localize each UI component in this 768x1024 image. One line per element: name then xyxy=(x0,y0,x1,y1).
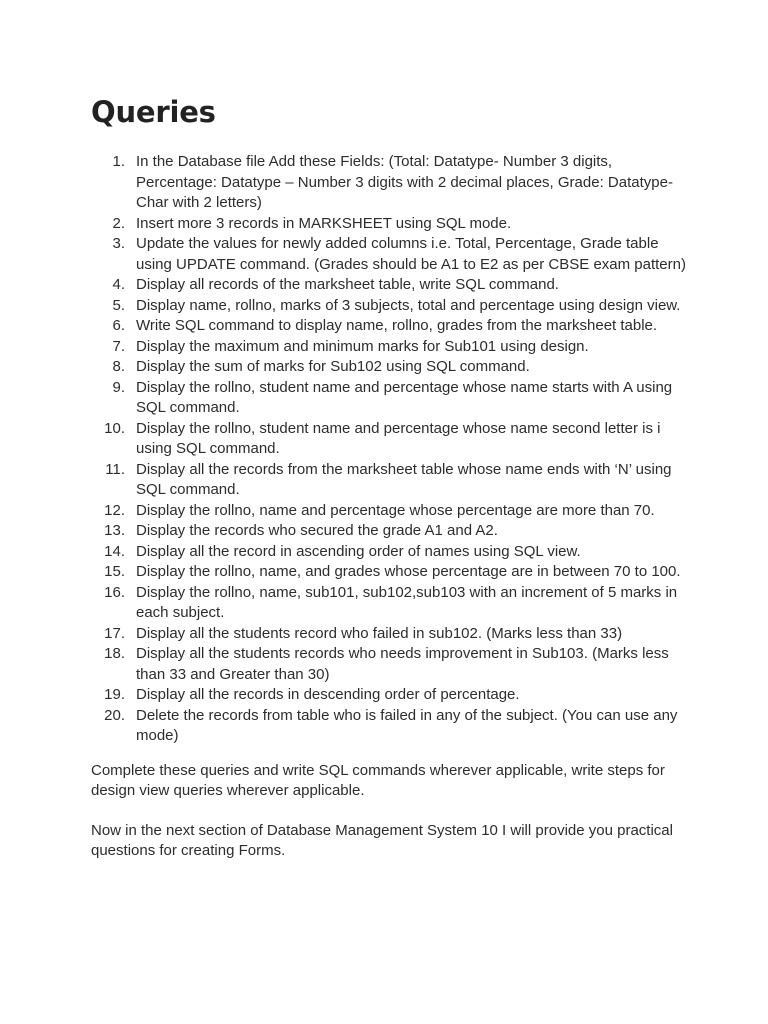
query-item xyxy=(91,501,691,522)
query-number: 4. xyxy=(112,276,125,293)
query-text: Display all the records in descending order of percentage. xyxy=(136,686,520,703)
query-text: Display all the students record who failed in sub102. (Marks less than 33) xyxy=(136,624,623,642)
query-item xyxy=(91,316,691,337)
query-text: Delete the records from table who is failed in any of the subject. (You can use any mode) xyxy=(136,706,678,744)
query-number: 2. xyxy=(112,214,125,232)
instructions-paragraph: Complete these queries and write SQL commands wherever applicable, write steps for design view queries wherever applicable. xyxy=(91,761,665,799)
query-item xyxy=(91,419,691,460)
query-number: 1. xyxy=(112,153,125,170)
query-item xyxy=(91,562,691,583)
query-number: 7. xyxy=(112,337,125,355)
query-item xyxy=(91,624,691,645)
query-text: Write SQL command to display name, rollno, grades from the marksheet table. xyxy=(136,317,658,334)
query-item xyxy=(91,460,691,501)
page-title: Queries xyxy=(91,95,216,129)
query-text: Display the rollno, student name and percentage whose name second letter is i using SQL command. xyxy=(136,419,661,457)
query-item xyxy=(91,685,691,706)
next-section-paragraph: Now in the next section of Database Management System 10 I will provide you practical questions for creating Forms. xyxy=(91,821,673,859)
query-text: Display all records of the marksheet table, write SQL command. xyxy=(136,276,559,293)
query-item xyxy=(91,275,691,296)
query-item xyxy=(91,706,691,747)
query-number: 15. xyxy=(104,563,125,580)
query-text: Insert more 3 records in MARKSHEET using SQL mode. xyxy=(136,214,512,232)
query-text: Display the rollno, name and percentage whose percentage are more than 70. xyxy=(136,501,655,519)
query-item xyxy=(91,214,691,235)
query-item xyxy=(91,234,691,275)
queries-list xyxy=(91,152,691,747)
query-number: 13. xyxy=(104,522,125,539)
query-text: Display the records who secured the grade A1 and A2. xyxy=(136,522,498,539)
query-text: Display the rollno, name, sub101, sub102,sub103 with an increment of 5 marks in each subject. xyxy=(136,583,678,621)
query-number: 18. xyxy=(104,645,125,662)
query-number: 11. xyxy=(105,460,125,478)
query-number: 8. xyxy=(112,358,125,375)
query-text: Display all the records from the marksheet table whose name ends with ‘N’ using SQL command. xyxy=(136,460,672,498)
query-number: 14. xyxy=(104,542,125,560)
document-page xyxy=(91,93,691,862)
query-item xyxy=(91,583,691,624)
query-number: 6. xyxy=(112,317,125,334)
query-text: Display the rollno, name, and grades whose percentage are in between 70 to 100. xyxy=(136,563,681,580)
query-text: Display the sum of marks for Sub102 using SQL command. xyxy=(136,358,530,375)
query-number: 10. xyxy=(104,419,125,437)
query-item xyxy=(91,152,691,214)
query-item xyxy=(91,357,691,378)
query-text: In the Database file Add these Fields: (Total: Datatype- Number 3 digits, Percentage: Datatype – Number 3 digits with 2 decimal places, Grade: Datatype- Char with 2 letters) xyxy=(136,153,673,211)
query-item xyxy=(91,378,691,419)
query-item xyxy=(91,296,691,317)
query-text: Display the maximum and minimum marks for Sub101 using design. xyxy=(136,337,589,355)
query-text: Update the values for newly added columns i.e. Total, Percentage, Grade table using UPDATE command. (Grades should be A1 to E2 as per CBSE exam pattern) xyxy=(136,235,686,273)
query-item xyxy=(91,337,691,358)
query-text: Display the rollno, student name and percentage whose name starts with A using SQL command. xyxy=(136,378,673,416)
query-number: 19. xyxy=(104,686,125,703)
query-item xyxy=(91,644,691,685)
query-number: 17. xyxy=(104,624,125,642)
query-number: 5. xyxy=(112,296,125,314)
query-text: Display name, rollno, marks of 3 subjects, total and percentage using design view. xyxy=(136,296,681,314)
query-number: 3. xyxy=(112,235,125,252)
query-number: 20. xyxy=(104,706,125,724)
query-number: 9. xyxy=(112,378,125,396)
query-text: Display all the students records who needs improvement in Sub103. (Marks less than 33 and Greater than 30) xyxy=(136,645,669,683)
query-text: Display all the record in ascending order of names using SQL view. xyxy=(136,542,581,560)
query-item xyxy=(91,542,691,563)
query-item xyxy=(91,521,691,542)
query-number: 12. xyxy=(104,501,125,519)
query-number: 16. xyxy=(104,583,125,601)
